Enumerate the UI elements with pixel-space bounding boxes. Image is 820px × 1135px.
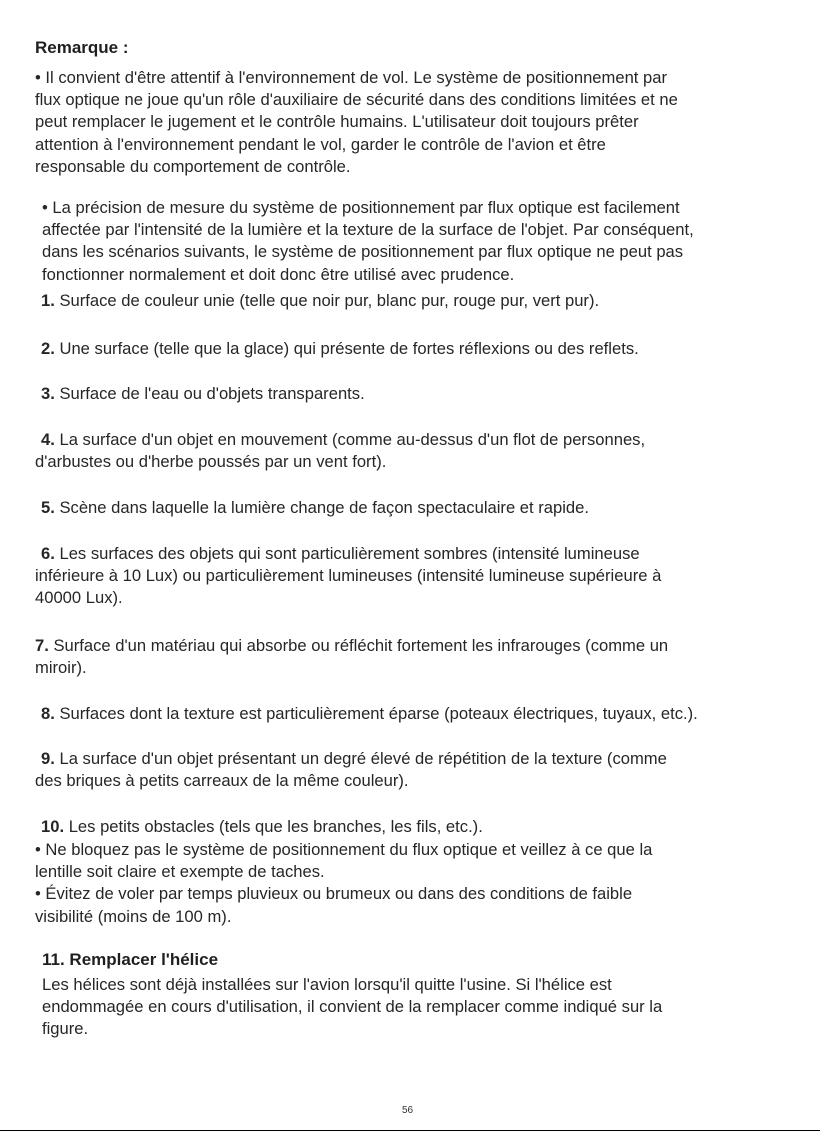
list-item xyxy=(41,703,698,725)
list-item xyxy=(41,816,483,838)
list-item xyxy=(35,748,667,792)
page-number: 56 xyxy=(402,1105,414,1116)
item-number: 7. xyxy=(35,636,49,655)
text-line: lentille soit claire et exempte de taches. xyxy=(35,862,325,882)
text-line: endommagée en cours d'utilisation, il convient de la remplacer comme indiqué sur la xyxy=(42,997,663,1017)
item-text: Surface de couleur unie (telle que noir pur, blanc pur, rouge pur, vert pur). xyxy=(59,291,600,310)
list-item xyxy=(35,429,646,473)
item-number: 2. xyxy=(41,339,55,358)
item-text: Scène dans laquelle la lumière change de façon spectaculaire et rapide. xyxy=(59,498,589,517)
item-text: miroir). xyxy=(35,658,87,678)
text-line: figure. xyxy=(42,1019,89,1039)
text-line: flux optique ne joue qu'un rôle d'auxiliaire de sécurité dans des conditions limitées et ne xyxy=(35,90,678,110)
text-line: responsable du comportement de contrôle. xyxy=(35,156,351,176)
remarque-heading: Remarque : xyxy=(35,38,129,57)
remarque-paragraph-2 xyxy=(42,197,694,286)
item-number: 3. xyxy=(41,384,55,403)
item-text: Surface d'un matériau qui absorbe ou réfléchit fortement les infrarouges (comme un xyxy=(53,636,669,655)
item-number: 5. xyxy=(41,498,55,517)
list-item xyxy=(41,383,365,405)
text-line: Les hélices sont déjà installées sur l'avion lorsqu'il quitte l'usine. Si l'hélice est xyxy=(42,975,612,994)
text-line: peut remplacer le jugement et le contrôle humains. L'utilisateur doit toujours prêter xyxy=(35,112,639,132)
footer-rule xyxy=(0,1130,820,1131)
item-text: inférieure à 10 Lux) ou particulièrement lumineuses (intensité lumineuse supérieure à xyxy=(35,566,662,586)
text-line: attention à l'environnement pendant le vol, garder le contrôle de l'avion et être xyxy=(35,134,606,154)
text-line: visibilité (moins de 100 m). xyxy=(35,906,232,926)
text-line: • Évitez de voler par temps pluvieux ou brumeux ou dans des conditions de faible xyxy=(35,884,633,904)
list-item xyxy=(35,543,662,610)
item-text: Les petits obstacles (tels que les branches, les fils, etc.). xyxy=(68,817,483,836)
item-text: La surface d'un objet présentant un degré élevé de répétition de la texture (comme xyxy=(59,749,667,768)
text-line: dans les scénarios suivants, le système de positionnement par flux optique ne peut pas xyxy=(42,242,684,262)
section-11-paragraph xyxy=(42,974,662,1041)
list-item xyxy=(41,497,589,519)
item-text: Surface de l'eau ou d'objets transparents. xyxy=(59,384,365,403)
item-text: 40000 Lux). xyxy=(35,588,123,608)
item-text: Surfaces dont la texture est particulièrement éparse (poteaux électriques, tuyaux, etc.). xyxy=(59,704,698,723)
item-text: La surface d'un objet en mouvement (comme au-dessus d'un flot de personnes, xyxy=(59,430,646,449)
text-line: • Ne bloquez pas le système de positionnement du flux optique et veillez à ce que la xyxy=(35,840,653,859)
item-number: 1. xyxy=(41,291,55,310)
item-number: 8. xyxy=(41,704,55,723)
tips-paragraph xyxy=(35,839,652,928)
text-line: fonctionner normalement et doit donc être utilisé avec prudence. xyxy=(42,264,515,284)
text-line: • La précision de mesure du système de positionnement par flux optique est facilement xyxy=(42,198,680,217)
section-11-heading: 11. Remplacer l'hélice xyxy=(42,950,219,969)
item-text: Les surfaces des objets qui sont particulièrement sombres (intensité lumineuse xyxy=(59,544,640,563)
item-number: 4. xyxy=(41,430,55,449)
text-line: affectée par l'intensité de la lumière et la texture de la surface de l'objet. Par conséquent, xyxy=(42,220,694,240)
item-text: d'arbustes ou d'herbe poussés par un vent fort). xyxy=(35,452,387,472)
list-item xyxy=(35,635,668,679)
item-number: 9. xyxy=(41,749,55,768)
list-item xyxy=(41,338,639,360)
item-text: des briques à petits carreaux de la même couleur). xyxy=(35,771,409,791)
item-number: 6. xyxy=(41,544,55,563)
item-number: 10. xyxy=(41,817,65,836)
list-item xyxy=(41,290,599,312)
item-text: Une surface (telle que la glace) qui présente de fortes réflexions ou des reflets. xyxy=(59,339,639,358)
text-line: • Il convient d'être attentif à l'environnement de vol. Le système de positionnement par xyxy=(35,68,668,87)
remarque-paragraph-1 xyxy=(35,67,678,178)
